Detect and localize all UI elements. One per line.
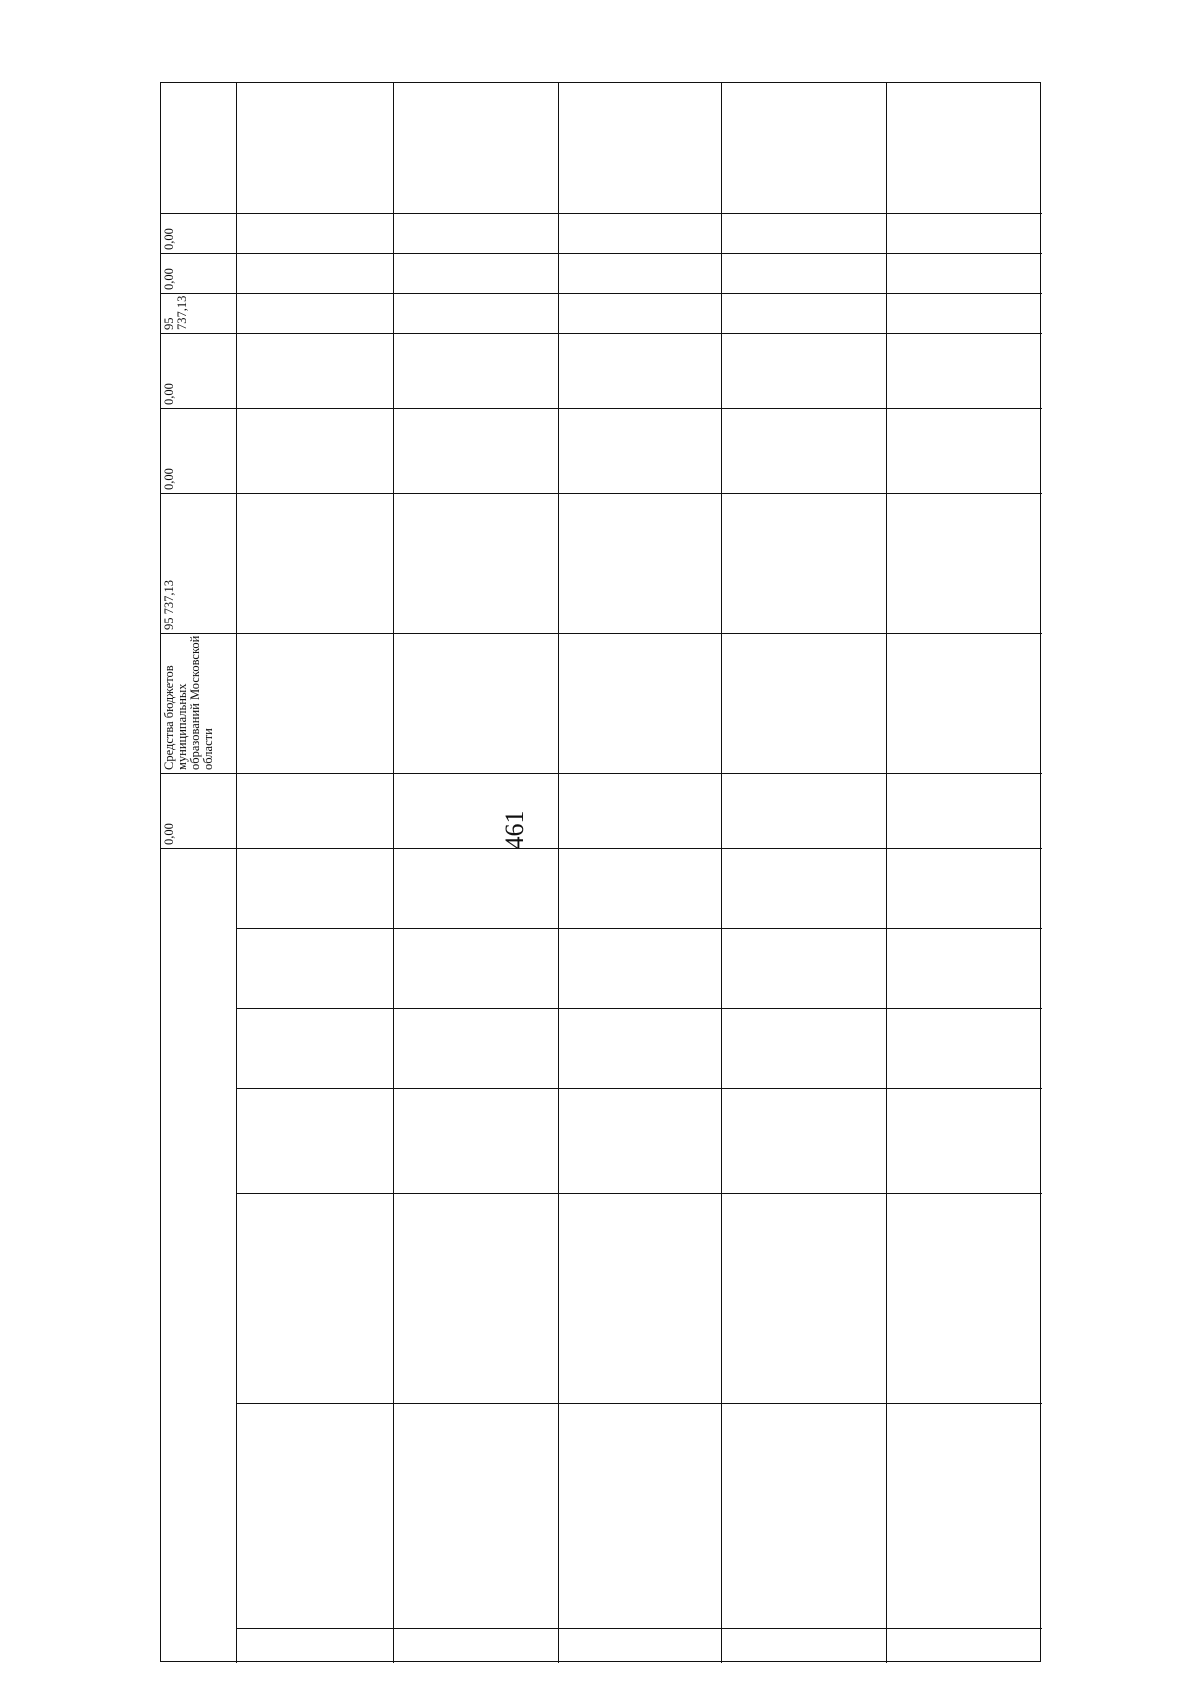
value-cell: [161, 408, 236, 493]
page-number-text: 461: [500, 810, 529, 850]
value-cell: [161, 333, 236, 408]
value-cell-text: 0,00: [162, 468, 176, 490]
table-rule: [161, 848, 236, 849]
table-rule: [161, 493, 1042, 494]
table-rule: [236, 1193, 1042, 1194]
table-rule: [161, 408, 1042, 409]
table-rule: [236, 1628, 1042, 1629]
table-rule: [161, 253, 1042, 254]
value-cell: [161, 293, 236, 333]
value-cell-text: 0,00: [162, 268, 176, 290]
table-rule: [161, 633, 1042, 634]
table-rule: [236, 1088, 1042, 1089]
value-cell-text: 95 737,13: [162, 580, 176, 630]
table-rule: [161, 333, 1042, 334]
table-rule: [161, 293, 1042, 294]
fund-source: [161, 633, 236, 773]
table-rule: [721, 83, 722, 1663]
table-rule: [161, 213, 1042, 214]
value-cell: [161, 493, 236, 633]
table-rule: [236, 1403, 1042, 1404]
fund-source-text: Средства бюджетов муниципальных образований Московской области: [162, 635, 215, 770]
table-rule: [236, 1008, 1042, 1009]
value-cell-text: 0,00: [162, 823, 176, 845]
table-rule: [236, 83, 237, 1663]
table-rule: [393, 83, 394, 1663]
table-rule: [886, 83, 887, 1663]
data-table: [160, 82, 1041, 1662]
table-rule: [236, 848, 1042, 849]
value-cell-text: 95 737,13: [162, 295, 189, 330]
value-cell: [161, 213, 236, 253]
table-rule: [236, 928, 1042, 929]
value-cell-text: 0,00: [162, 228, 176, 250]
value-cell: [161, 253, 236, 293]
table-rule: [558, 83, 559, 1663]
value-cell: [161, 773, 236, 848]
table-rule: [161, 773, 1042, 774]
value-cell-text: 0,00: [162, 383, 176, 405]
